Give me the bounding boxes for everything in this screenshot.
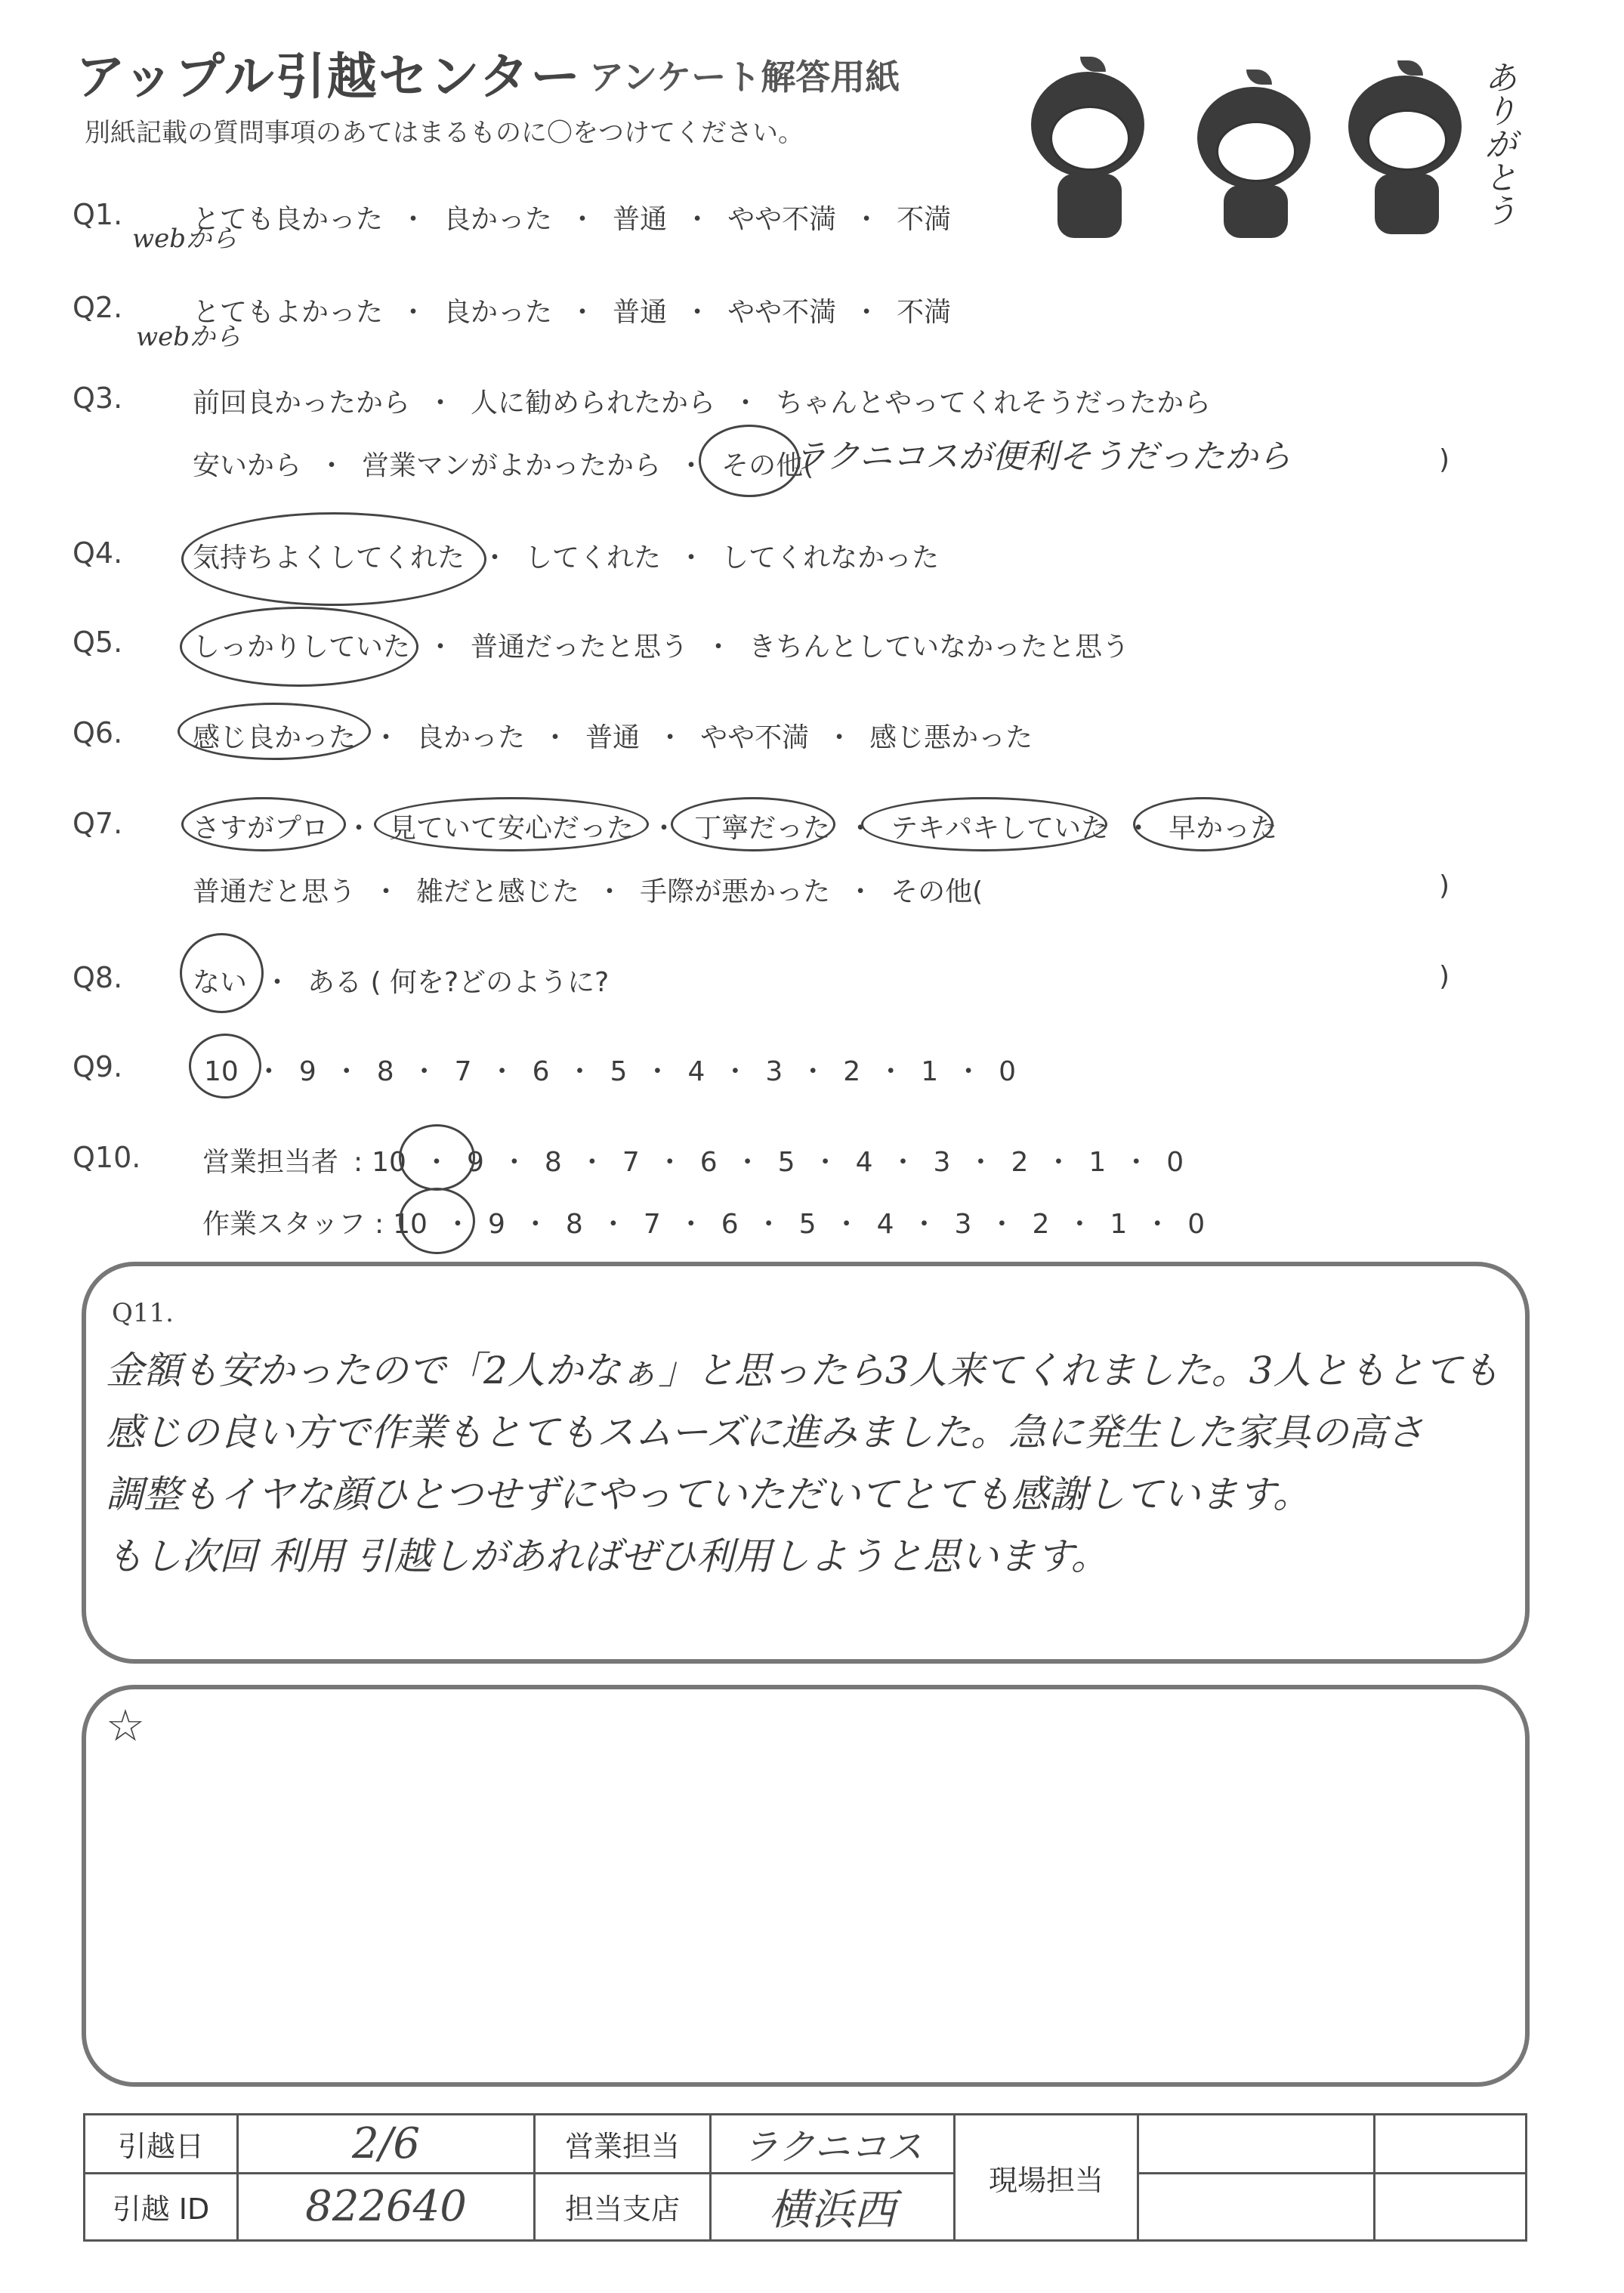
q11-comment-line: もし次回 利用 引越しがあればぜひ利用しようと思います。 xyxy=(106,1534,1109,1578)
option[interactable]: 普通だと思う xyxy=(193,876,357,907)
score-option[interactable]: 8 xyxy=(544,1147,562,1178)
q7-close-paren: ) xyxy=(1439,870,1450,901)
option[interactable]: 安いから xyxy=(193,450,302,481)
q11-comment-line: 感じの良い方で作業もとてもスムーズに進みました。急に発生した家具の高さ xyxy=(106,1411,1424,1454)
option[interactable]: テキパキしていた xyxy=(891,813,1109,844)
mascot-illustration xyxy=(1005,53,1496,242)
option[interactable]: しっかりしていた xyxy=(193,632,411,663)
q10-label: Q10. xyxy=(73,1141,141,1174)
score-option[interactable]: 6 xyxy=(721,1209,739,1240)
score-option[interactable]: 0 xyxy=(1187,1209,1206,1240)
option[interactable]: 営業マンがよかったから xyxy=(362,450,662,481)
moving-info-table xyxy=(83,2113,1527,2242)
score-option[interactable]: 5 xyxy=(777,1147,795,1178)
option-other[interactable]: その他( xyxy=(721,450,814,481)
sales-label: 営業担当 xyxy=(535,2115,711,2174)
q8-options: ない ・ ある ( 何を?どのように? xyxy=(193,961,609,1000)
score-option[interactable]: 3 xyxy=(954,1209,972,1240)
q8-close-paren: ) xyxy=(1439,961,1450,992)
q4-label: Q4. xyxy=(73,536,123,570)
option[interactable]: さすがプロ xyxy=(193,813,329,844)
q2-options: とてもよかった ・ 良かった ・ 普通 ・ やや不満 ・ 不満 xyxy=(193,291,951,329)
score-option[interactable]: 9 xyxy=(466,1147,484,1178)
score-option[interactable]: 6 xyxy=(532,1056,550,1087)
option[interactable]: 普通 xyxy=(613,297,668,328)
option[interactable]: やや不満 xyxy=(727,297,837,328)
option[interactable]: 気持ちよくしてくれた xyxy=(193,542,465,573)
q6-options: 感じ良かった ・ 良かった ・ 普通 ・ やや不満 ・ 感じ悪かった xyxy=(193,716,1033,755)
option[interactable]: とてもよかった xyxy=(193,297,384,328)
score-option[interactable]: 6 xyxy=(699,1147,718,1178)
star-icon: ☆ xyxy=(106,1700,145,1751)
score-option[interactable]: 5 xyxy=(798,1209,817,1240)
q10-sales-row: 営業担当者 : 10 ・ 9 ・ 8 ・ 7 ・ 6 ・ 5 ・ 4 ・ 3 ・ 2 ・ 1 ・ 0 xyxy=(202,1141,1184,1179)
score-option[interactable]: 8 xyxy=(376,1056,394,1087)
q1-handwritten-note: webから xyxy=(132,224,237,254)
option[interactable]: 感じ悪かった xyxy=(869,722,1033,753)
score-option[interactable]: 4 xyxy=(855,1147,873,1178)
option[interactable]: 手際が悪かった xyxy=(640,876,831,907)
option[interactable]: ちゃんとやってくれそうだったから xyxy=(776,388,1212,419)
option[interactable]: ない xyxy=(193,967,248,998)
company-title: アップル引越センター xyxy=(76,48,582,106)
option[interactable]: 普通だったと思う xyxy=(471,632,689,663)
score-option[interactable]: 10 xyxy=(393,1209,428,1240)
site-cell[interactable] xyxy=(1375,2115,1527,2174)
score-option[interactable]: 1 xyxy=(1088,1147,1107,1178)
score-option[interactable]: 10 xyxy=(372,1147,406,1178)
q11-label: Q11. xyxy=(112,1298,174,1328)
option[interactable]: 普通 xyxy=(585,722,641,753)
option[interactable]: きちんとしていなかったと思う xyxy=(749,632,1130,663)
q11-comment-line: 金額も安かったので「2人かなぁ」と思ったら3人来てくれました。3人ともとても xyxy=(106,1349,1500,1392)
form-title: アンケート解答用紙 xyxy=(589,57,900,97)
row-label: 作業スタッフ xyxy=(202,1209,366,1240)
option[interactable]: 良かった xyxy=(416,722,526,753)
option[interactable]: ある ( 何を?どのように? xyxy=(307,967,610,998)
moving-date-value[interactable]: 2/6 xyxy=(238,2115,535,2174)
score-option[interactable]: 10 xyxy=(204,1056,239,1087)
score-option[interactable]: 9 xyxy=(298,1056,316,1087)
option[interactable]: 不満 xyxy=(897,204,952,235)
site-cell[interactable] xyxy=(1375,2173,1527,2240)
q7-options-line2: 普通だと思う ・ 雑だと感じた ・ 手際が悪かった ・ その他( xyxy=(193,870,983,909)
option[interactable]: やや不満 xyxy=(727,204,837,235)
score-option[interactable]: 2 xyxy=(1032,1209,1050,1240)
score-option[interactable]: 3 xyxy=(933,1147,951,1178)
site-label: 現場担当 xyxy=(955,2115,1138,2241)
score-option[interactable]: 2 xyxy=(843,1056,861,1087)
q3-options-line2: 安いから ・ 営業マンがよかったから ・ その他( xyxy=(193,444,814,483)
moving-date-label: 引越日 xyxy=(85,2115,238,2174)
q7-options-line1: さすがプロ ・ 見ていて安心だった ・ 丁寧だった ・ テキパキしていた ・ 早かった xyxy=(193,807,1277,845)
q10-staff-row: 作業スタッフ : 10 ・ 9 ・ 8 ・ 7 ・ 6 ・ 5 ・ 4 ・ 3 ・ 2 ・ 1 ・ 0 xyxy=(202,1203,1205,1241)
q3-close-paren: ) xyxy=(1439,444,1450,475)
option[interactable]: 見ていて安心だった xyxy=(389,813,634,844)
q8-label: Q8. xyxy=(73,961,123,994)
option[interactable]: 丁寧だった xyxy=(694,813,831,844)
option[interactable]: 前回良かったから xyxy=(193,388,411,419)
q2-label: Q2. xyxy=(73,291,123,324)
site-cell[interactable] xyxy=(1138,2115,1375,2174)
q1-label: Q1. xyxy=(73,198,123,231)
q2-handwritten-note: webから xyxy=(136,322,241,352)
q1-options: とても良かった ・ 良かった ・ 普通 ・ やや不満 ・ 不満 xyxy=(193,198,951,236)
q9-label: Q9. xyxy=(73,1050,123,1083)
option[interactable]: 感じ良かった xyxy=(193,722,357,753)
sales-value[interactable]: ラクニコス xyxy=(711,2115,955,2174)
score-option[interactable]: 4 xyxy=(876,1209,894,1240)
option[interactable]: 不満 xyxy=(897,297,952,328)
instruction-text: 別紙記載の質問事項のあてはまるものに〇をつけてください。 xyxy=(85,118,804,148)
moving-id-value[interactable]: 822640 xyxy=(238,2173,535,2240)
q5-options: しっかりしていた ・ 普通だったと思う ・ きちんとしていなかったと思う xyxy=(193,626,1129,664)
score-option[interactable]: 7 xyxy=(643,1209,661,1240)
branch-label: 担当支店 xyxy=(535,2173,711,2240)
q3-options-line1: 前回良かったから ・ 人に勧められたから ・ ちゃんとやってくれそうだったから xyxy=(193,382,1211,420)
q3-label: Q3. xyxy=(73,382,123,415)
option[interactable]: 良かった xyxy=(443,204,553,235)
q9-scale: 10 ・ 9 ・ 8 ・ 7 ・ 6 ・ 5 ・ 4 ・ 3 ・ 2 ・ 1 ・ 0 xyxy=(204,1056,1017,1087)
score-option[interactable]: 5 xyxy=(610,1056,628,1087)
score-option[interactable]: 4 xyxy=(687,1056,705,1087)
q6-label: Q6. xyxy=(73,716,123,749)
score-option[interactable]: 1 xyxy=(1110,1209,1128,1240)
score-option[interactable]: 7 xyxy=(454,1056,472,1087)
option-other[interactable]: その他( xyxy=(891,876,983,907)
score-option[interactable]: 9 xyxy=(487,1209,505,1240)
option[interactable]: 普通 xyxy=(613,204,668,235)
q4-options: 気持ちよくしてくれた ・ してくれた ・ してくれなかった xyxy=(193,536,939,575)
option[interactable]: 良かった xyxy=(443,297,553,328)
score-option[interactable]: 8 xyxy=(565,1209,583,1240)
option[interactable]: やや不満 xyxy=(700,722,810,753)
option[interactable]: とても良かった xyxy=(193,204,384,235)
score-option[interactable]: 0 xyxy=(999,1056,1017,1087)
score-option[interactable]: 7 xyxy=(622,1147,640,1178)
option[interactable]: してくれなかった xyxy=(721,542,940,573)
option[interactable]: してくれた xyxy=(525,542,662,573)
score-option[interactable]: 0 xyxy=(1166,1147,1184,1178)
score-option[interactable]: 3 xyxy=(765,1056,783,1087)
moving-id-label: 引越 ID xyxy=(85,2173,238,2240)
option[interactable]: 雑だと感じた xyxy=(416,876,580,907)
thanks-text: ありがとう xyxy=(1478,60,1517,227)
score-option[interactable]: 1 xyxy=(921,1056,939,1087)
q5-label: Q5. xyxy=(73,626,123,659)
option[interactable]: 早かった xyxy=(1169,813,1278,844)
free-comment-box[interactable] xyxy=(82,1685,1530,2087)
score-option[interactable]: 2 xyxy=(1011,1147,1029,1178)
q7-label: Q7. xyxy=(73,807,123,840)
row-label: 営業担当者 xyxy=(202,1147,339,1178)
site-cell[interactable] xyxy=(1138,2173,1375,2240)
q3-other-answer: ラクニコスが便利そうだったから xyxy=(793,437,1292,476)
option[interactable]: 人に勧められたから xyxy=(471,388,716,419)
q11-comment-line: 調整もイヤな顔ひとつせずにやっていただいてとても感謝しています。 xyxy=(106,1473,1311,1516)
branch-value[interactable]: 横浜西 xyxy=(711,2173,955,2240)
